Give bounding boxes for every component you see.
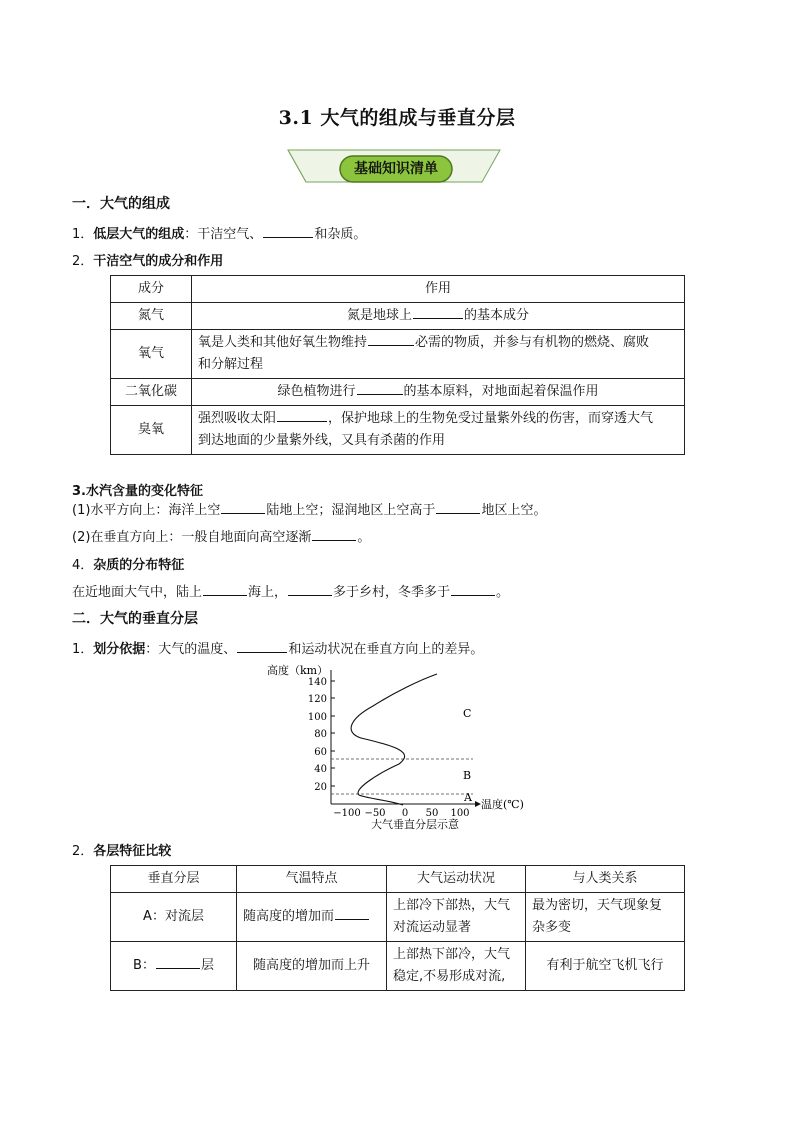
q4-text-line: 在近地面大气中，陆上 海上， 多于乡村，冬季多于 。 (72, 581, 509, 600)
x-axis-label: 温度(℃) (481, 798, 524, 811)
layer-label-b: B (463, 769, 472, 782)
y-tick-label: 40 (314, 764, 327, 775)
table-cell: 上部热下部冷，大气 稳定,不易形成对流, (387, 942, 526, 991)
q1-label: 低层大气的组成 (93, 227, 185, 242)
x-tick-label: 0 (401, 808, 409, 819)
s2-q1-blank[interactable] (237, 639, 287, 653)
s2-q2-line: 2．各层特征比较 (72, 844, 172, 859)
x-tick-label: 100 (450, 808, 470, 819)
table-cell: 氧气 (111, 330, 192, 379)
table-row (111, 379, 685, 406)
q1-text-b: 和杂质。 (314, 227, 367, 242)
q3-1-blank-b[interactable] (436, 500, 480, 514)
y-tick-label: 80 (314, 729, 327, 740)
table-row (111, 276, 685, 303)
table-cell: 随高度的增加而上升 (237, 942, 387, 991)
table-row (111, 406, 685, 455)
s2-q1-line: 1．划分依据：大气的温度、 和运动状况在垂直方向上的差异。 (72, 638, 483, 657)
section2-heading: 二．大气的垂直分层 (72, 611, 198, 627)
table-header: 作用 (192, 276, 685, 303)
y-tick-label: 140 (307, 677, 327, 688)
y-tick-label: 120 (307, 694, 327, 705)
x-tick-label: −100 (333, 808, 361, 819)
layer-label-a: A (464, 791, 472, 804)
table-cell: 臭氧 (111, 406, 192, 455)
x-tick-label: −50 (364, 808, 386, 819)
q3-2-blank[interactable] (312, 527, 356, 541)
table-header: 与人类关系 (526, 866, 685, 893)
q1-text-a: ：干洁空气、 (184, 227, 263, 242)
table-cell: 绿色植物进行 的基本原料，对地面起着保温作用 (192, 379, 685, 406)
banner-label: 基础知识清单 (354, 161, 438, 177)
table-row (111, 303, 685, 330)
table-cell: B： 层 (111, 942, 237, 991)
y-axis-label: 高度（km） (267, 664, 329, 677)
table-cell: 强烈吸收太阳 ，保护地球上的生物免受过量紫外线的伤害，而穿透大气 到达地面的少量紫外线，又具有杀菌的作用 (192, 406, 685, 455)
x-tick-label: 50 (425, 808, 439, 819)
q2-prefix: 2． (72, 254, 94, 269)
q1-line (72, 223, 366, 242)
table-cell: 上部冷下部热，大气 对流运动显著 (387, 893, 526, 942)
ozone-blank[interactable] (277, 408, 327, 422)
q3-label: 3.水汽含量的变化特征 (72, 484, 203, 499)
table-header: 大气运动状况 (387, 866, 526, 893)
diagram-caption: 大气垂直分层示意 (371, 818, 459, 831)
table-cell: 氧是人类和其他好氧生物维持 必需的物质，并参与有机物的燃烧、腐败 和分解过程 (192, 330, 685, 379)
composition-table (110, 275, 685, 455)
y-tick-label: 100 (307, 712, 327, 723)
y-tick-label: 60 (314, 747, 327, 758)
table-header: 垂直分层 (111, 866, 237, 893)
q1-prefix: 1． (72, 227, 94, 242)
oxygen-blank[interactable] (368, 332, 414, 346)
q4-blank-c[interactable] (451, 582, 495, 596)
q3-2-line: (2)在垂直方向上：一般自地面向高空逐渐 。 (72, 526, 370, 545)
table-cell: 有利于航空飞机飞行 (526, 942, 685, 991)
q4-line: 4．杂质的分布特征 (72, 558, 185, 573)
table-cell: 最为密切，天气现象复 杂多变 (526, 893, 685, 942)
y-tick-label: 20 (314, 782, 327, 793)
troposphere-temp-blank[interactable] (335, 906, 369, 920)
table-row (111, 942, 685, 991)
table-row (111, 866, 685, 893)
nitrogen-blank[interactable] (413, 305, 463, 319)
co2-blank[interactable] (357, 381, 403, 395)
layer-b-blank[interactable] (156, 955, 200, 969)
q4-blank-a[interactable] (203, 582, 247, 596)
temperature-curve (351, 674, 437, 805)
section1-heading: 一．大气的组成 (72, 196, 170, 212)
table-header: 成分 (111, 276, 192, 303)
q3-1-line: (1)水平方向上：海洋上空 陆地上空；湿润地区上空高于 地区上空。 (72, 499, 546, 518)
layer-label-c: C (463, 707, 472, 720)
q1-blank[interactable] (263, 224, 313, 238)
table-header: 气温特点 (237, 866, 387, 893)
table-cell: 氮气 (111, 303, 192, 330)
table-row (111, 893, 685, 942)
q2-label: 干洁空气的成分和作用 (93, 254, 224, 269)
q2-line (72, 250, 223, 269)
page-title: 3.1 大气的组成与垂直分层 (278, 107, 516, 129)
layers-table (110, 865, 685, 991)
q4-blank-b[interactable] (288, 582, 332, 596)
table-cell: 氮是地球上 的基本成分 (192, 303, 685, 330)
table-cell: A：对流层 (111, 893, 237, 942)
q3-1-blank-a[interactable] (221, 500, 265, 514)
table-cell: 随高度的增加而 (237, 893, 387, 942)
table-row (111, 330, 685, 379)
table-cell: 二氧化碳 (111, 379, 192, 406)
atmosphere-layers-diagram (255, 660, 535, 835)
